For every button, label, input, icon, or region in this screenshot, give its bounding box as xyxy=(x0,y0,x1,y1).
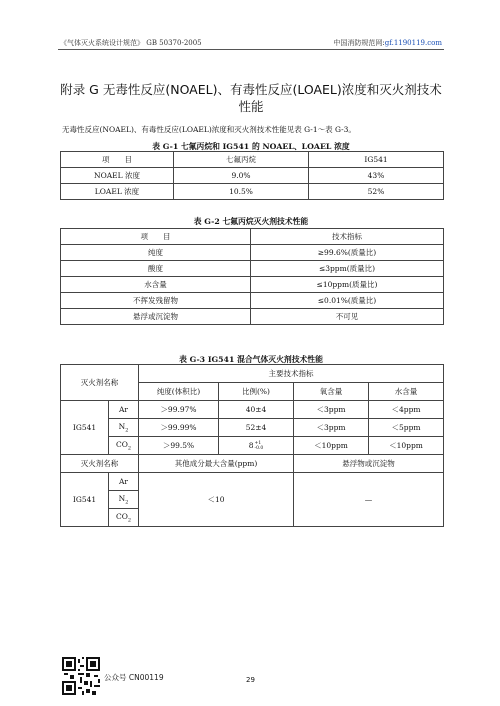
header-site-label: 中国消防规范网: xyxy=(333,39,385,47)
table-header-cell: 悬浮物或沉淀物 xyxy=(294,455,444,473)
gas-name: N xyxy=(118,493,126,503)
table-row xyxy=(61,309,444,325)
table-cell: ＞99.99% xyxy=(139,419,219,437)
gas-name: Ar xyxy=(118,477,128,486)
table-cell: 酸度 xyxy=(61,261,251,277)
table-cell: ≤10ppm(质量比) xyxy=(251,277,444,293)
gas-subscript: 2 xyxy=(127,517,132,524)
table-cell: IG541 xyxy=(61,473,109,527)
table-cell: ＞99.5% xyxy=(139,437,219,455)
footer-wechat: 公众号 CN00119 xyxy=(104,673,164,682)
table-header-cell: 七氟丙烷 xyxy=(174,152,309,168)
table-header-cell: 其他成分最大含量(ppm) xyxy=(139,455,294,473)
table-cell: ＜3ppm xyxy=(294,419,369,437)
table3-caption: 表 G-3 IG541 混合气体灭火剂技术性能 xyxy=(179,355,323,364)
gas-name: CO xyxy=(115,439,128,449)
table-g3 xyxy=(60,364,444,527)
table-g2 xyxy=(60,228,444,325)
header-doc-title: 《气体灭火系统设计规范》 GB 50370-2005 xyxy=(60,39,202,47)
gas-name: Ar xyxy=(118,405,128,414)
table-cell: 10.5% xyxy=(174,184,309,200)
table-cell: ＜10ppm xyxy=(294,437,369,455)
table-cell: 43% xyxy=(309,168,444,184)
gas-name: CO xyxy=(115,511,128,521)
ratio-tolerance-lower: -0.0 xyxy=(254,445,264,451)
table-cell: ＜5ppm xyxy=(369,419,444,437)
table-header-cell: 灭火剂名称 xyxy=(61,365,139,401)
table-cell xyxy=(219,437,294,455)
table-cell: ＜3ppm xyxy=(294,401,369,419)
table-cell: 40±4 xyxy=(219,401,294,419)
header-site-link[interactable]: gf.1190119.com xyxy=(384,39,442,47)
title-line-2: 性能 xyxy=(238,99,264,114)
gas-name: N xyxy=(118,421,126,431)
table-cell: ＜10 xyxy=(139,473,294,527)
table-row xyxy=(61,401,444,419)
table-cell: IG541 xyxy=(61,401,109,455)
table-cell xyxy=(109,491,139,509)
ratio-base: 8 xyxy=(248,440,254,450)
table-header-cell: 氧含量 xyxy=(294,383,369,401)
page-title xyxy=(58,81,444,115)
table-row xyxy=(61,419,444,437)
table-cell: ＞99.97% xyxy=(139,401,219,419)
header-rule xyxy=(58,49,444,50)
table-cell: 52±4 xyxy=(219,419,294,437)
table-row xyxy=(61,245,444,261)
table-cell: 不挥发残留物 xyxy=(61,293,251,309)
table-cell: ≥99.6%(质量比) xyxy=(251,245,444,261)
table-cell: ＜10ppm xyxy=(369,437,444,455)
table-row xyxy=(61,152,444,168)
table-cell: ≤3ppm(质量比) xyxy=(251,261,444,277)
table-cell: 9.0% xyxy=(174,168,309,184)
page-number: 29 xyxy=(246,676,255,684)
table-g1 xyxy=(60,151,444,200)
table-row xyxy=(61,473,444,491)
table-header-cell: 主要技术指标 xyxy=(139,365,444,383)
table-header-cell: 水含量 xyxy=(369,383,444,401)
table-header-cell: 比例(%) xyxy=(219,383,294,401)
table-cell xyxy=(109,473,139,491)
gas-subscript: 2 xyxy=(125,427,129,434)
table-row xyxy=(61,229,444,245)
table-cell: 纯度 xyxy=(61,245,251,261)
title-line-1: 附录 G 无毒性反应(NOAEL)、有毒性反应(LOAEL)浓度和灭火剂技术 xyxy=(60,82,442,97)
table-cell: 悬浮或沉淀物 xyxy=(61,309,251,325)
table-cell xyxy=(109,509,139,527)
table-header-cell: 技术指标 xyxy=(251,229,444,245)
table-cell: 52% xyxy=(309,184,444,200)
gas-subscript: 2 xyxy=(125,499,129,506)
table-cell xyxy=(109,437,139,455)
intro-text: 无毒性反应(NOAEL)、有毒性反应(LOAEL)浓度和灭火剂技术性能见表 G-1～表 G-3。 xyxy=(62,125,356,134)
table-header-cell: 纯度(体积比) xyxy=(139,383,219,401)
table-row xyxy=(61,365,444,383)
table-cell: 水含量 xyxy=(61,277,251,293)
table-cell: — xyxy=(294,473,444,527)
table1-caption: 表 G-1 七氟丙烷和 IG541 的 NOAEL、LOAEL 浓度 xyxy=(152,142,350,151)
table-row xyxy=(61,293,444,309)
table-cell: NOAEL 浓度 xyxy=(61,168,174,184)
table-cell xyxy=(109,419,139,437)
table-row xyxy=(61,437,444,455)
ratio-tolerance-upper: +1 xyxy=(254,440,262,446)
table-cell: LOAEL 浓度 xyxy=(61,184,174,200)
table-row xyxy=(61,168,444,184)
table-header-cell: 项 目 xyxy=(61,152,174,168)
table-row xyxy=(61,184,444,200)
table2-caption: 表 G-2 七氟丙烷灭火剂技术性能 xyxy=(193,217,309,226)
table-cell: ≤0.01%(质量比) xyxy=(251,293,444,309)
table-row xyxy=(61,261,444,277)
table-header-cell: 灭火剂名称 xyxy=(61,455,139,473)
table-cell xyxy=(109,401,139,419)
header-site xyxy=(333,38,442,48)
table-cell: ＜4ppm xyxy=(369,401,444,419)
table-header-cell: 项 目 xyxy=(61,229,251,245)
table-header-cell: IG541 xyxy=(309,152,444,168)
table-row xyxy=(61,277,444,293)
qr-code-icon xyxy=(62,657,100,695)
table-cell: 不可见 xyxy=(251,309,444,325)
table-row xyxy=(61,455,444,473)
gas-subscript: 2 xyxy=(127,445,132,452)
